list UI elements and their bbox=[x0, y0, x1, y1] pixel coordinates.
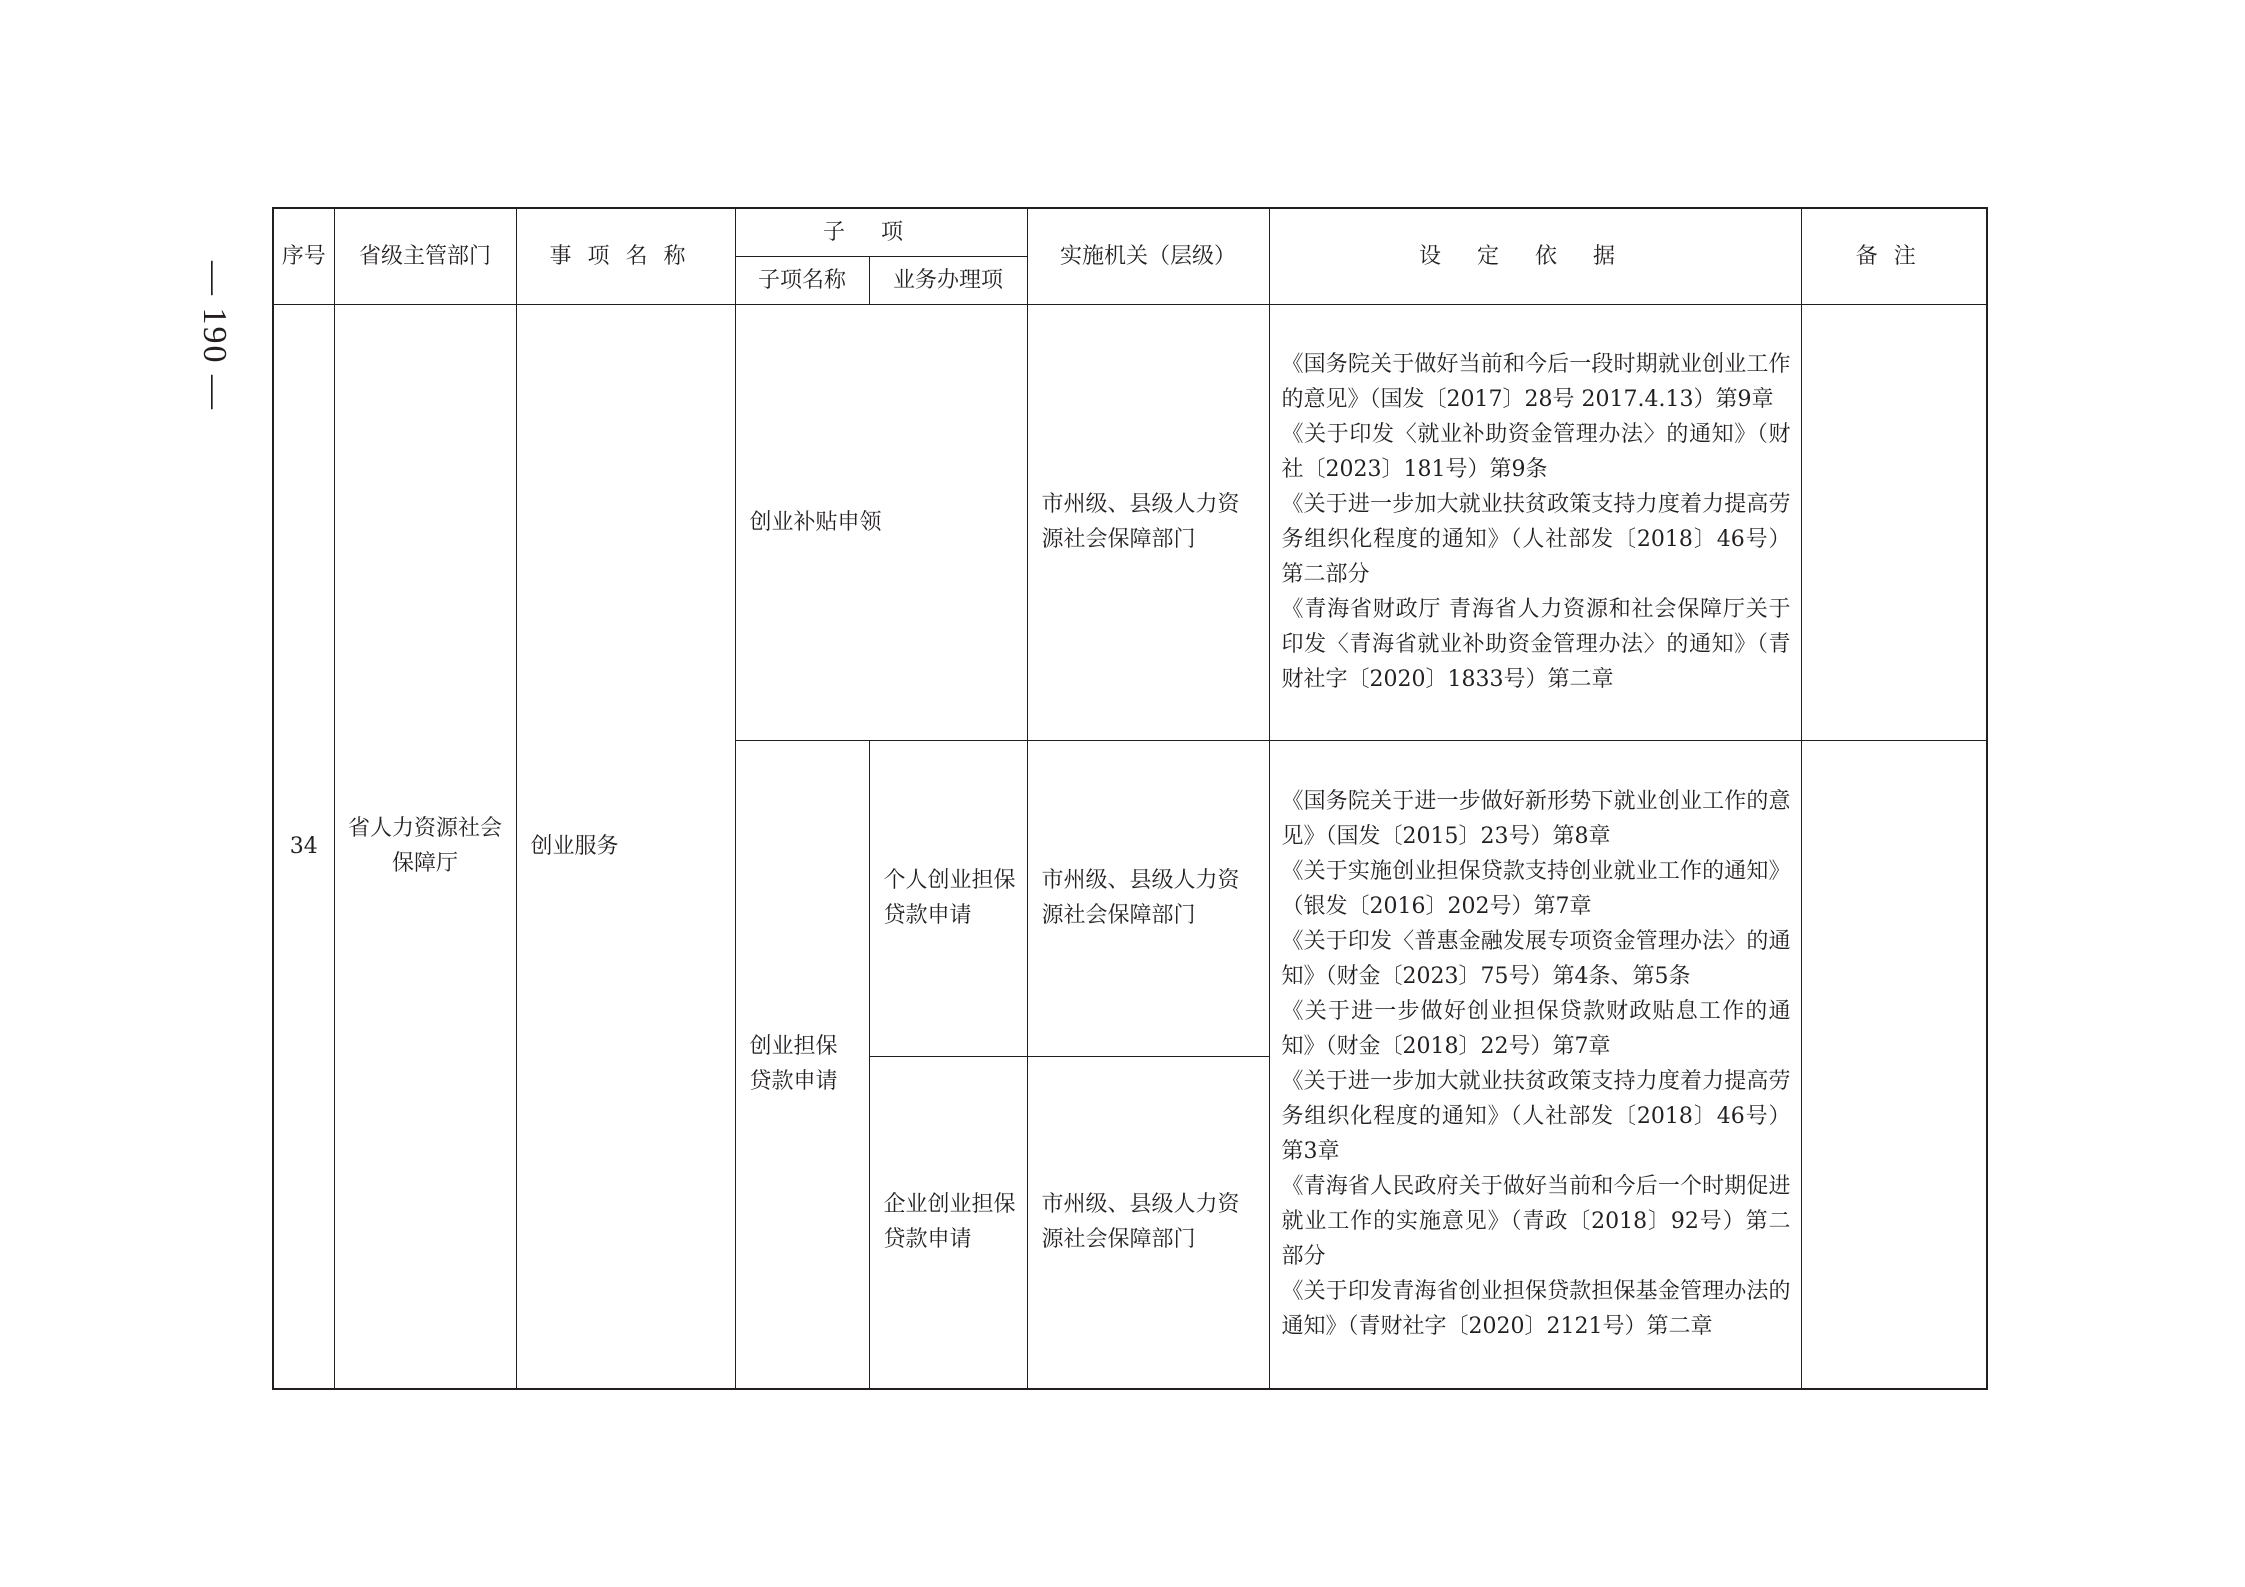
header-dept: 省级主管部门 bbox=[334, 208, 516, 304]
header-remark: 备注 bbox=[1801, 208, 1987, 304]
header-seq: 序号 bbox=[273, 208, 334, 304]
header-sub-group: 子项 bbox=[735, 208, 1027, 256]
cell-sub2-business-2: 企业创业担保贷款申请 bbox=[869, 1056, 1027, 1389]
page-number bbox=[184, 246, 244, 426]
sub1-basis-item: 《关于印发〈就业补助资金管理办法〉的通知》（财社〔2023〕181号）第9条 bbox=[1281, 422, 1791, 482]
sub1-basis-item: 《青海省财政厅 青海省人力资源和社会保障厅关于印发〈青海省就业补助资金管理办法〉的通知》（青财社字〔2020〕1833号）第二章 bbox=[1281, 597, 1791, 692]
sub1-basis-item: 《关于进一步加大就业扶贫政策支持力度着力提高劳务组织化程度的通知》（人社部发〔2018〕46号）第二部分 bbox=[1281, 492, 1791, 587]
cell-sub2-business-1: 个人创业担保贷款申请 bbox=[869, 740, 1027, 1056]
page-number-text: — 190 — bbox=[196, 261, 233, 411]
sub2-basis-item: 《国务院关于进一步做好新形势下就业创业工作的意见》（国发〔2015〕23号）第8章 bbox=[1281, 789, 1791, 850]
cell-sub2-agency-1: 市州级、县级人力资源社会保障部门 bbox=[1027, 740, 1269, 1056]
cell-dept: 省人力资源社会保障厅 bbox=[334, 304, 516, 1389]
cell-sub2-remark bbox=[1801, 740, 1987, 1389]
header-basis: 设定依据 bbox=[1269, 208, 1801, 304]
header-item-name: 事项名称 bbox=[516, 208, 735, 304]
cell-sub1-remark bbox=[1801, 304, 1987, 740]
header-business: 业务办理项 bbox=[869, 256, 1027, 304]
data-row-sub1 bbox=[273, 304, 1987, 740]
header-sub-name: 子项名称 bbox=[735, 256, 869, 304]
sub2-basis-item: 《关于进一步加大就业扶贫政策支持力度着力提高劳务组织化程度的通知》（人社部发〔2018〕46号）第3章 bbox=[1281, 1069, 1791, 1165]
header-agency: 实施机关（层级） bbox=[1027, 208, 1269, 304]
service-items-table bbox=[272, 207, 1988, 1390]
cell-item-name: 创业服务 bbox=[516, 304, 735, 1389]
sub2-basis-item: 《关于实施创业担保贷款支持创业就业工作的通知》（银发〔2016〕202号）第7章 bbox=[1281, 859, 1791, 920]
cell-sub2-name: 创业担保贷款申请 bbox=[735, 740, 869, 1389]
sub2-basis-item: 《关于印发〈普惠金融发展专项资金管理办法〉的通知》（财金〔2023〕75号）第4条、第5条 bbox=[1281, 929, 1791, 990]
cell-sub1-name: 创业补贴申领 bbox=[735, 304, 1027, 740]
sub2-basis-item: 《青海省人民政府关于做好当前和今后一个时期促进就业工作的实施意见》（青政〔2018〕92号）第二部分 bbox=[1281, 1174, 1791, 1270]
cell-sub2-agency-2: 市州级、县级人力资源社会保障部门 bbox=[1027, 1056, 1269, 1389]
cell-sub1-basis bbox=[1269, 304, 1801, 740]
cell-sub1-agency: 市州级、县级人力资源社会保障部门 bbox=[1027, 304, 1269, 740]
sub1-basis-item: 《国务院关于做好当前和今后一段时期就业创业工作的意见》（国发〔2017〕28号 2017.4.13）第9章 bbox=[1281, 352, 1791, 412]
cell-seq: 34 bbox=[273, 304, 334, 1389]
cell-sub2-basis bbox=[1269, 740, 1801, 1389]
header-row-1 bbox=[273, 208, 1987, 256]
sub2-basis-item: 《关于进一步做好创业担保贷款财政贴息工作的通知》（财金〔2018〕22号）第7章 bbox=[1281, 999, 1791, 1060]
sub2-basis-item: 《关于印发青海省创业担保贷款担保基金管理办法的通知》（青财社字〔2020〕2121号）第二章 bbox=[1281, 1279, 1791, 1340]
